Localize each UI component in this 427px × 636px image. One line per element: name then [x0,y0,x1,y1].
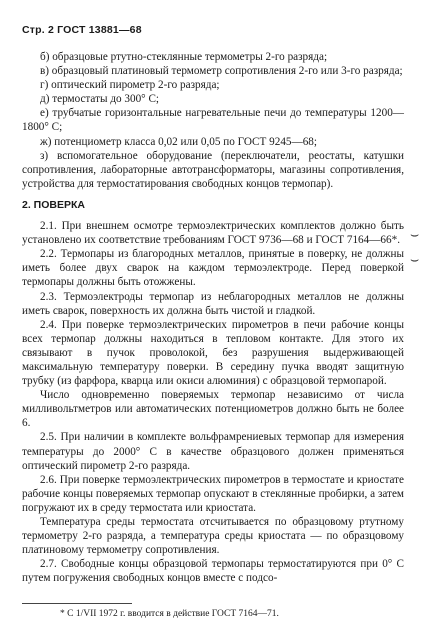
paragraph-2-2: 2.2. Термопары из благородных металлов, принятые в поверку, не должны иметь более двух сварок на каждом термоэлектроде. Перед поверкой термопары должны быть отожжены. [22,248,404,289]
paragraph-2-6: 2.6. При поверке термоэлектрических пирометров в термостате и криостате рабочие концы поверяемых термопар опускают в стеклянные пробирки, а затем погружают их в среду термостата или криостата. [22,473,404,514]
footnote-divider [22,603,132,604]
paragraph-2-4-cont: Число одновременно поверяемых термопар независимо от числа милливольтметров или автоматических потенциометров должно быть не более 6. [22,389,404,430]
paragraph-2-1: 2.1. При внешнем осмотре термоэлектрических комплектов должно быть установлено их соответствие требованиям ГОСТ 9736—68 и ГОСТ 7164—66*. [22,220,404,247]
list-item-zh: ж) потенциометр класса 0,02 или 0,05 по ГОСТ 9245—68; [40,135,317,148]
paragraph-2-3: 2.3. Термоэлектроды термопар из неблагородных металлов не должны иметь сварок, поверхность их должна быть чистой и гладкой. [22,290,404,317]
list-item-e: е) трубчатые горизонтальные нагревательные печи до температуры 1200—1800° С; [22,107,404,134]
paragraph-2-4: 2.4. При поверке термоэлектрических пирометров в печи рабочие концы всех термопар должны находиться в тепловом контакте. Для этого их связывают в пучок проволокой, без разрушения выдерживающей максимальную температуру поверки. В середину пучка вводят защитную трубку (из фарфора, кварца или окиси алюминия) с образцовой термопарой. [22,318,404,388]
list-item-b: б) образцовые ртутно-стеклянные термометры 2-го разряда; [40,51,328,63]
list-item-v: в) образцовый платиновый термометр сопротивления 2-го или 3-го разряда; [40,65,403,78]
footnote: * С 1/VII 1972 г. вводится в действие ГОСТ 7164—71. [60,609,279,619]
section-heading: 2. ПОВЕРКА [22,198,85,211]
paragraph-2-5: 2.5. При наличии в комплекте вольфрамрениевых термопар для измерения температуры до 2000° С в качестве образцового должен применяться оптический пирометр 2-го разряда. [22,431,404,472]
margin-change-mark: ⌣ [410,228,420,243]
margin-change-mark-2: ⌣ [410,253,420,268]
list-item-g: г) оптический пирометр 2-го разряда; [40,79,220,92]
paragraph-2-7: 2.7. Свободные концы образцовой термопары термостатируются при 0° С путем погружения свободных концов вместе с подсо- [22,558,404,585]
list-item-z: з) вспомогательное оборудование (переключатели, реостаты, катушки сопротивления, лабораторные автотрансформаторы, магазины сопротивления, устройства для термостатирования свободных концов термопар). [22,149,404,190]
paragraph-2-6-cont: Температура среды термостата отсчитывается по образцовому ртутному термометру 2-го разряда, а температура среды криостата — по образцовому платиновому термометру сопротивления. [22,516,404,557]
page-header: Стр. 2 ГОСТ 13881—68 [22,24,142,36]
document-body [22,50,404,585]
list-item-d: д) термостаты до 300° С; [40,93,160,106]
